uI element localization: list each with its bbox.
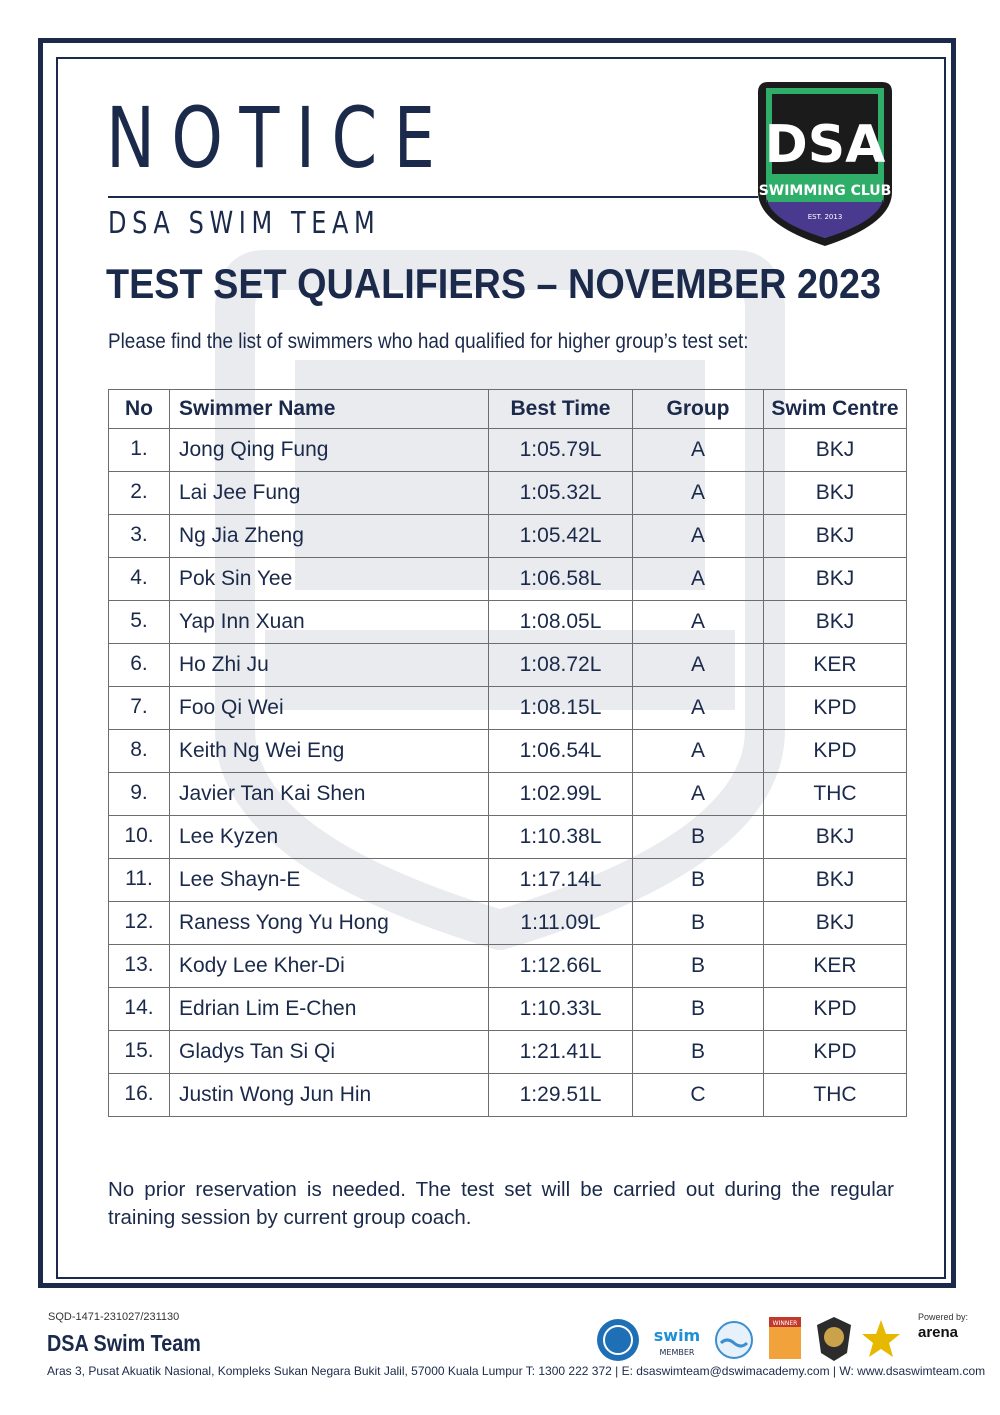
swimmer-name: Foo Qi Wei <box>170 687 489 730</box>
table-row <box>109 773 907 816</box>
best-time: 1:10.38L <box>489 816 633 859</box>
col-header-no: No <box>109 390 170 429</box>
best-time: 1:05.79L <box>489 429 633 472</box>
table-header-row <box>109 390 907 429</box>
powered-by-label: Powered by: <box>918 1312 969 1322</box>
row-number: 12. <box>109 902 170 945</box>
swimmer-name: Justin Wong Jun Hin <box>170 1074 489 1117</box>
group: B <box>633 1031 764 1074</box>
best-time: 1:02.99L <box>489 773 633 816</box>
table-row <box>109 515 907 558</box>
table-row <box>109 902 907 945</box>
table-row <box>109 945 907 988</box>
best-time: 1:08.15L <box>489 687 633 730</box>
swimmer-name: Keith Ng Wei Eng <box>170 730 489 773</box>
swimmer-name: Lee Shayn-E <box>170 859 489 902</box>
swimmer-name: Gladys Tan Si Qi <box>170 1031 489 1074</box>
table-row <box>109 730 907 773</box>
group: B <box>633 902 764 945</box>
swimmer-name: Lai Jee Fung <box>170 472 489 515</box>
row-number: 8. <box>109 730 170 773</box>
table-row <box>109 859 907 902</box>
document-reference: SQD-1471-231027/231130 <box>48 1311 180 1323</box>
intro-text: Please find the list of swimmers who had qualified for higher group’s test set: <box>108 330 749 353</box>
group: B <box>633 945 764 988</box>
footer-address: Aras 3, Pusat Akuatik Nasional, Kompleks Sukan Negara Bukit Jalil, 57000 Kuala Lumpur T: 1300 222 372 | E: dsaswimteam@dswimacademy.com | W: www.dsaswimteam.com <box>47 1364 986 1378</box>
col-header-best-time: Best Time <box>489 390 633 429</box>
swim-centre: KPD <box>764 730 907 773</box>
swimmer-name: Kody Lee Kher-Di <box>170 945 489 988</box>
swim-centre: THC <box>764 1074 907 1117</box>
group: C <box>633 1074 764 1117</box>
best-time: 1:11.09L <box>489 902 633 945</box>
best-time: 1:05.32L <box>489 472 633 515</box>
swimmer-name: Yap Inn Xuan <box>170 601 489 644</box>
notice-heading: NOTICE <box>106 89 452 187</box>
australian-swim-badge <box>650 1321 704 1361</box>
row-number: 9. <box>109 773 170 816</box>
swim-safety-icon <box>713 1319 755 1361</box>
arena-sponsor-logo: arena <box>918 1324 959 1341</box>
swimmer-name: Javier Tan Kai Shen <box>170 773 489 816</box>
table-row <box>109 1031 907 1074</box>
award-shield-icon <box>813 1315 855 1363</box>
group: B <box>633 816 764 859</box>
accreditation-seal-icon <box>595 1317 641 1363</box>
swim-centre: BKJ <box>764 859 907 902</box>
swim-centre: KPD <box>764 687 907 730</box>
winner-award-icon <box>767 1315 803 1361</box>
swim-centre: KPD <box>764 1031 907 1074</box>
swimmer-name: Ho Zhi Ju <box>170 644 489 687</box>
best-time: 1:17.14L <box>489 859 633 902</box>
closing-note: No prior reservation is needed. The test set will be carried out during the regular training session by current group coach. <box>108 1178 894 1229</box>
swim-centre: BKJ <box>764 558 907 601</box>
dsa-club-logo <box>752 74 898 250</box>
best-time: 1:08.05L <box>489 601 633 644</box>
table-row <box>109 644 907 687</box>
swim-centre: BKJ <box>764 601 907 644</box>
group: A <box>633 472 764 515</box>
swim-centre: KER <box>764 945 907 988</box>
row-number: 6. <box>109 644 170 687</box>
swimmer-name: Pok Sin Yee <box>170 558 489 601</box>
swim-centre: BKJ <box>764 515 907 558</box>
best-time: 1:06.58L <box>489 558 633 601</box>
swim-centre: BKJ <box>764 429 907 472</box>
swim-centre: BKJ <box>764 816 907 859</box>
best-time: 1:10.33L <box>489 988 633 1031</box>
row-number: 11. <box>109 859 170 902</box>
col-header-swim-centre: Swim Centre <box>764 390 907 429</box>
svg-text:DSA: DSA <box>764 115 886 175</box>
svg-text:EST. 2013: EST. 2013 <box>807 213 843 221</box>
best-time: 1:05.42L <box>489 515 633 558</box>
qualifiers-table <box>108 389 907 1117</box>
table-row <box>109 558 907 601</box>
row-number: 3. <box>109 515 170 558</box>
accreditation-badges <box>595 1313 960 1363</box>
swimmer-name: Lee Kyzen <box>170 816 489 859</box>
swimmer-name: Ng Jia Zheng <box>170 515 489 558</box>
svg-text:swim: swim <box>653 1326 701 1345</box>
best-time: 1:21.41L <box>489 1031 633 1074</box>
table-row <box>109 1074 907 1117</box>
table-row <box>109 472 907 515</box>
swimmer-name: Jong Qing Fung <box>170 429 489 472</box>
table-row <box>109 816 907 859</box>
swim-centre: BKJ <box>764 902 907 945</box>
svg-text:MEMBER: MEMBER <box>659 1348 695 1357</box>
svg-text:SWIMMING CLUB: SWIMMING CLUB <box>758 183 892 199</box>
group: A <box>633 601 764 644</box>
row-number: 2. <box>109 472 170 515</box>
col-header-group: Group <box>633 390 764 429</box>
header-divider <box>108 196 758 198</box>
row-number: 7. <box>109 687 170 730</box>
swimmer-name: Edrian Lim E-Chen <box>170 988 489 1031</box>
swim-centre: KER <box>764 644 907 687</box>
group: A <box>633 773 764 816</box>
group: A <box>633 644 764 687</box>
group: A <box>633 687 764 730</box>
group: A <box>633 515 764 558</box>
table-row <box>109 687 907 730</box>
page-title: TEST SET QUALIFIERS – NOVEMBER 2023 <box>106 260 882 307</box>
row-number: 13. <box>109 945 170 988</box>
star-award-icon <box>861 1317 901 1363</box>
row-number: 4. <box>109 558 170 601</box>
group: B <box>633 988 764 1031</box>
best-time: 1:06.54L <box>489 730 633 773</box>
row-number: 14. <box>109 988 170 1031</box>
best-time: 1:08.72L <box>489 644 633 687</box>
svg-text:WINNER: WINNER <box>772 1320 798 1327</box>
swim-centre: BKJ <box>764 472 907 515</box>
table-row <box>109 429 907 472</box>
team-subtitle: DSA SWIM TEAM <box>108 206 381 241</box>
group: A <box>633 730 764 773</box>
col-header-name: Swimmer Name <box>170 390 489 429</box>
group: B <box>633 859 764 902</box>
table-row <box>109 988 907 1031</box>
best-time: 1:12.66L <box>489 945 633 988</box>
row-number: 1. <box>109 429 170 472</box>
group: A <box>633 429 764 472</box>
swim-centre: THC <box>764 773 907 816</box>
row-number: 16. <box>109 1074 170 1117</box>
row-number: 15. <box>109 1031 170 1074</box>
group: A <box>633 558 764 601</box>
row-number: 10. <box>109 816 170 859</box>
best-time: 1:29.51L <box>489 1074 633 1117</box>
table-row <box>109 601 907 644</box>
row-number: 5. <box>109 601 170 644</box>
swimmer-name: Raness Yong Yu Hong <box>170 902 489 945</box>
footer-team-name: DSA Swim Team <box>47 1330 201 1356</box>
swim-centre: KPD <box>764 988 907 1031</box>
